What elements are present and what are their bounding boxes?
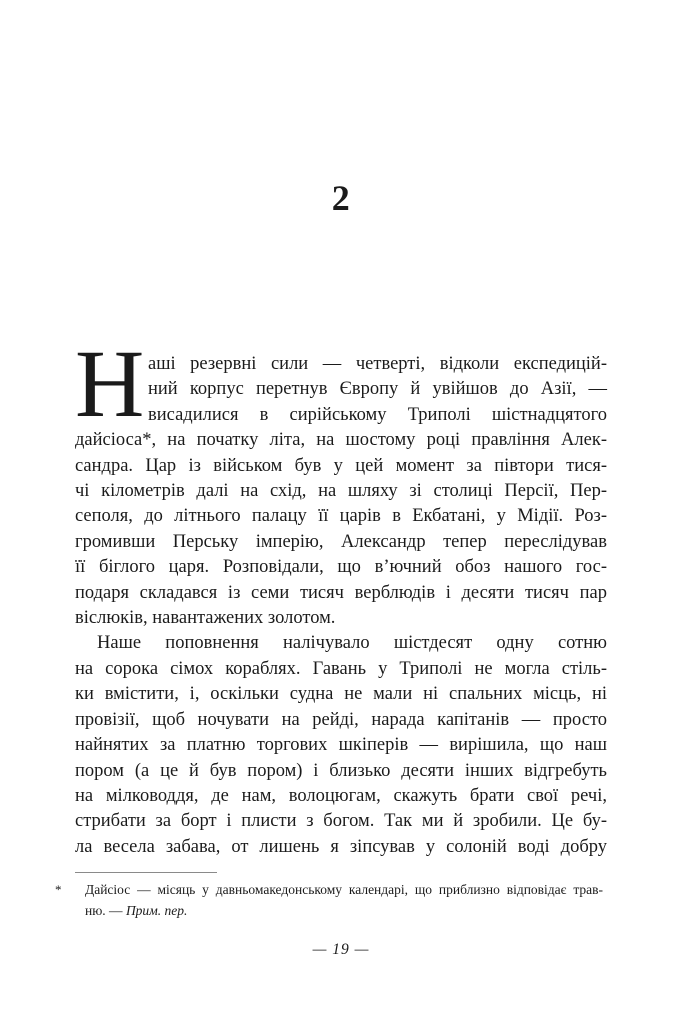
chapter-number: 2 (331, 178, 351, 218)
text-line: подаря складався із семи тисяч верблюдів і десяти тисяч пар (75, 582, 607, 603)
text-line: громивши Перську імперію, Александр тепер переслідував (75, 531, 607, 552)
text-line: ла весела забава, от лишень я зіпсував у солоній воді добру (75, 836, 607, 857)
text-line: віслюків, навантажених золотом. (75, 608, 336, 629)
footnote-line (85, 900, 603, 921)
footnote-line2-italic: Прим. пер. (125, 903, 188, 919)
drop-cap: Н (75, 330, 145, 437)
text-line: стрибати за борт і плисти з богом. Так ми й зробили. Це бу- (75, 811, 607, 832)
text-line: на сорока сімох кораблях. Гавань у Триполі не могла стіль- (75, 658, 607, 679)
footnote-line: Дайсіос — місяць у давньомакедонському календарі, що приблизно відповідає трав- (85, 882, 603, 898)
footnote-divider (75, 872, 217, 873)
text-line: на мілководдя, де нам, волоцюгам, скажуть брати свої речі, (75, 785, 607, 806)
text-line: найнятих за платню торгових шкіперів — вирішила, що наш (75, 735, 607, 756)
text-line: сандра. Цар із військом був у цей момент за півтори тися- (75, 455, 607, 476)
text-line: провізії, щоб ночувати на рейді, нарада капітанів — просто (75, 709, 607, 730)
footnote-text (85, 879, 603, 921)
footnote-line2-regular: ню. — (85, 903, 126, 919)
footnote-marker: * (55, 882, 62, 898)
footnote-block (55, 872, 682, 921)
text-line: ний корпус перетнув Європу й увійшов до Азії, — (148, 379, 607, 400)
text-line: аші резервні сили — четверті, відколи експедицій- (148, 354, 607, 374)
text-line: Наше поповнення налічувало шістдесят одну сотню (97, 633, 607, 654)
text-line: сеполя, до літнього палацу її царів в Екбатані, у Мідії. Роз- (75, 506, 607, 527)
paragraph (75, 330, 607, 631)
footnote (55, 879, 603, 921)
body-text (75, 330, 607, 860)
text-line: чі кілометрів далі на схід, на шляху зі столиці Персії, Пер- (75, 481, 607, 502)
text-line: пором (а це й був пором) і близько десяти інших відгребуть (75, 760, 607, 781)
text-line: дайсіоса*, на початку літа, на шостому році правління Алек- (75, 430, 607, 451)
paragraph (75, 631, 607, 860)
page-number: — 19 — (312, 941, 370, 959)
text-line: ки вмістити, і, оскільки судна не мали ні спальних місць, ні (75, 684, 607, 705)
text-line: її біглого царя. Розповідали, що в’ючний обоз нашого гос- (75, 557, 607, 578)
text-line: висадилися в сирійському Триполі шістнадцятого (148, 404, 607, 425)
